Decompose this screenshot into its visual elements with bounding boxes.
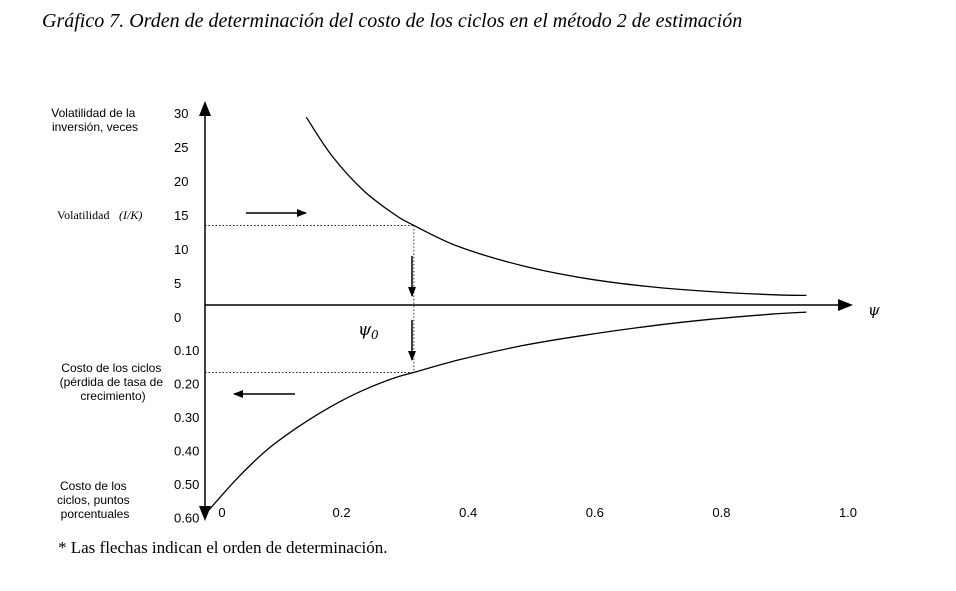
x-tick-labels: [218, 505, 857, 520]
y-axis-arrow-down: [199, 506, 211, 521]
lower-curve: [205, 312, 806, 514]
page-title: Gráfico 7. Orden de determinación del costo de los ciclos en el método 2 de estimación: [42, 10, 743, 32]
y-lower-tick-label: 0.60: [174, 510, 200, 526]
bottom-axis-label: Costo de los ciclos, puntos porcentuales: [56, 479, 130, 521]
x-axis-arrow: [838, 299, 853, 311]
y-upper-tick-label: 0: [174, 310, 182, 325]
y-lower-tick-label: 0.40: [174, 443, 200, 459]
footnote: * Las flechas indican el orden de determinación.: [58, 538, 388, 557]
x-tick-label: 1.0: [838, 505, 858, 520]
y-upper-tick-label: 20: [174, 174, 189, 189]
x-axis-label: ψ: [868, 301, 880, 319]
psi0-subscript: 0: [371, 328, 379, 342]
x-tick-label: 0.6: [585, 505, 604, 520]
x-tick-label: 0.2: [332, 505, 351, 520]
y-axis-lower-label: Costo de los ciclos (pérdida de tasa de crecimiento): [59, 361, 164, 403]
x-tick-label: 0.8: [712, 505, 731, 520]
y-upper-tick-label: 10: [174, 242, 189, 257]
y-lower-tick-label: 0.30: [174, 410, 200, 425]
y-upper-tick-label: 15: [174, 208, 189, 223]
upper-curve: [306, 117, 806, 295]
y-lower-tick-labels: [174, 343, 199, 526]
y-upper-tick-labels: [174, 106, 188, 325]
x-tick-label: 0: [218, 505, 226, 520]
y-axis-arrow-up: [199, 101, 211, 116]
y-upper-tick-label: 25: [174, 140, 189, 155]
volatility-label: Volatilidad: [57, 208, 110, 222]
y-upper-tick-label: 30: [174, 106, 189, 121]
y-lower-tick-label: 0.10: [174, 343, 200, 358]
psi0-label: ψ: [358, 320, 372, 340]
x-tick-label: 0.4: [459, 505, 478, 520]
y-lower-tick-label: 0.50: [174, 477, 200, 492]
y-upper-tick-label: 5: [174, 276, 182, 291]
y-lower-tick-label: 0.20: [174, 376, 200, 392]
volatility-symbol: (I/K): [119, 208, 143, 222]
y-axis-upper-label: Volatilidad de la inversión, veces: [51, 106, 139, 134]
